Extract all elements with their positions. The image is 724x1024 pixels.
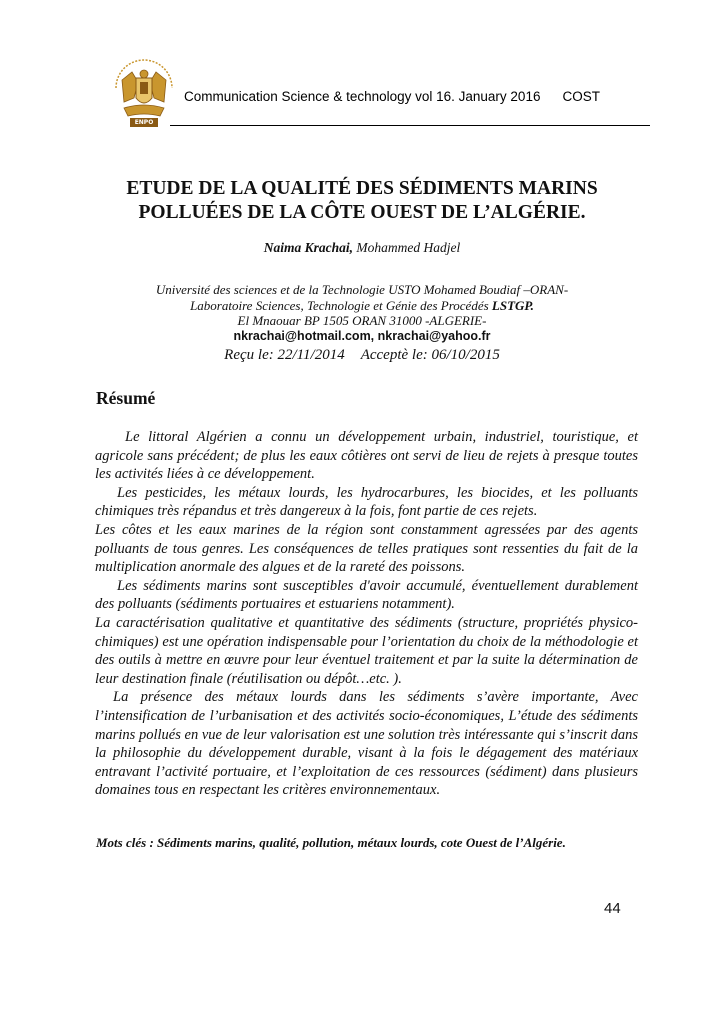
abstract-paragraph-2: Les pesticides, les métaux lourds, les hydrocarbures, les biocides, et les polluants chimiques très répandus et très dangereux à la fois, font partie de ces rejets. [95, 484, 638, 520]
abstract-heading: Résumé [96, 388, 156, 408]
affiliation-lab-acronym: LSTGP. [491, 297, 534, 313]
journal-header [184, 89, 644, 104]
keywords: Mots clés : Sédiments marins, qualité, pollution, métaux lourds, cote Ouest de l’Algérie. [96, 835, 566, 850]
accepted-date: Acceptè le: 06/10/2015 [360, 347, 500, 363]
abstract-paragraph-4: Les sédiments marins sont susceptibles d'avoir accumulé, éventuellement durablement des polluants (sédiments portuaires et estuariens notamment). [95, 577, 638, 613]
author-list [100, 240, 624, 256]
author-emails[interactable]: nkrachai@hotmail.com, nkrachai@yahoo.fr [233, 328, 491, 343]
abstract-body [95, 428, 638, 800]
affiliation-lab-text: Laboratoire Sciences, Technologie et Génie des Procédés [190, 297, 489, 313]
affiliation-line-2 [100, 298, 624, 314]
header-divider [170, 125, 650, 126]
affiliation-line-3: El Mnaouar BP 1505 ORAN 31000 -ALGERIE- [237, 313, 487, 328]
affiliation-block [100, 282, 624, 344]
journal-name: Communication Science & technology vol 16. January 2016 [184, 89, 541, 104]
affiliation-line-1: Université des sciences et de la Technologie USTO Mohamed Boudiaf –ORAN- [155, 282, 569, 297]
abstract-paragraph-5: La caractérisation qualitative et quantitative des sédiments (structure, propriétés physico-chimiques) est une opération indispensable pour l’orientation du choix de la méthodologie et des outils à mettre en œuvre pour leur éventuel traitement et par la suite la détermination de leur destination finale (réutilisation ou dépôt…etc. ). [95, 614, 638, 687]
page-number: 44 [604, 900, 621, 917]
abstract-paragraph-3: Les côtes et les eaux marines de la région sont constamment agressées par des agents polluants de tous genres. Les conséquences de telles pratiques sont ressenties du fait de la multiplication anormale des algues et de la rareté des poissons. [95, 521, 638, 576]
submission-dates [100, 347, 624, 364]
paper-title [100, 177, 624, 225]
received-date: Reçu le: 22/11/2014 [224, 347, 345, 363]
abstract-paragraph-6: La présence des métaux lourds dans les sédiments s’avère importante, Avec l’intensification de l’urbanisation et des activités socio-économiques, L’étude des sédiments marins pollués en vue de leur valorisation est une solution très intéressante qui s’inscrit dans la philosophie du développement durable, visant à la fois le dégagement des matériaux entravant l’activité portuaire, et l’exploitation de ces ressources (sédiment) dans plusieurs domaines tous en respectant les critères environnementaux. [95, 689, 638, 799]
abstract-paragraph-1: Le littoral Algérien a connu un développement urbain, industriel, touristique, et agricole sans précédent; de plus les eaux côtières ont servi de lieu de rejets à presque toutes les activités liées à ce développement. [95, 429, 638, 483]
publisher-name: COST [562, 89, 600, 104]
author-2: Mohammed Hadjel [356, 240, 461, 255]
title-line-1: ETUDE DE LA QUALITÉ DES SÉDIMENTS MARINS [126, 178, 598, 199]
logo-caption: ENPO [134, 119, 154, 126]
author-1: Naima Krachai, [263, 240, 354, 255]
journal-logo [108, 58, 180, 130]
title-line-2: POLLUÉES DE LA CÔTE OUEST DE L’ALGÉRIE. [138, 202, 586, 223]
